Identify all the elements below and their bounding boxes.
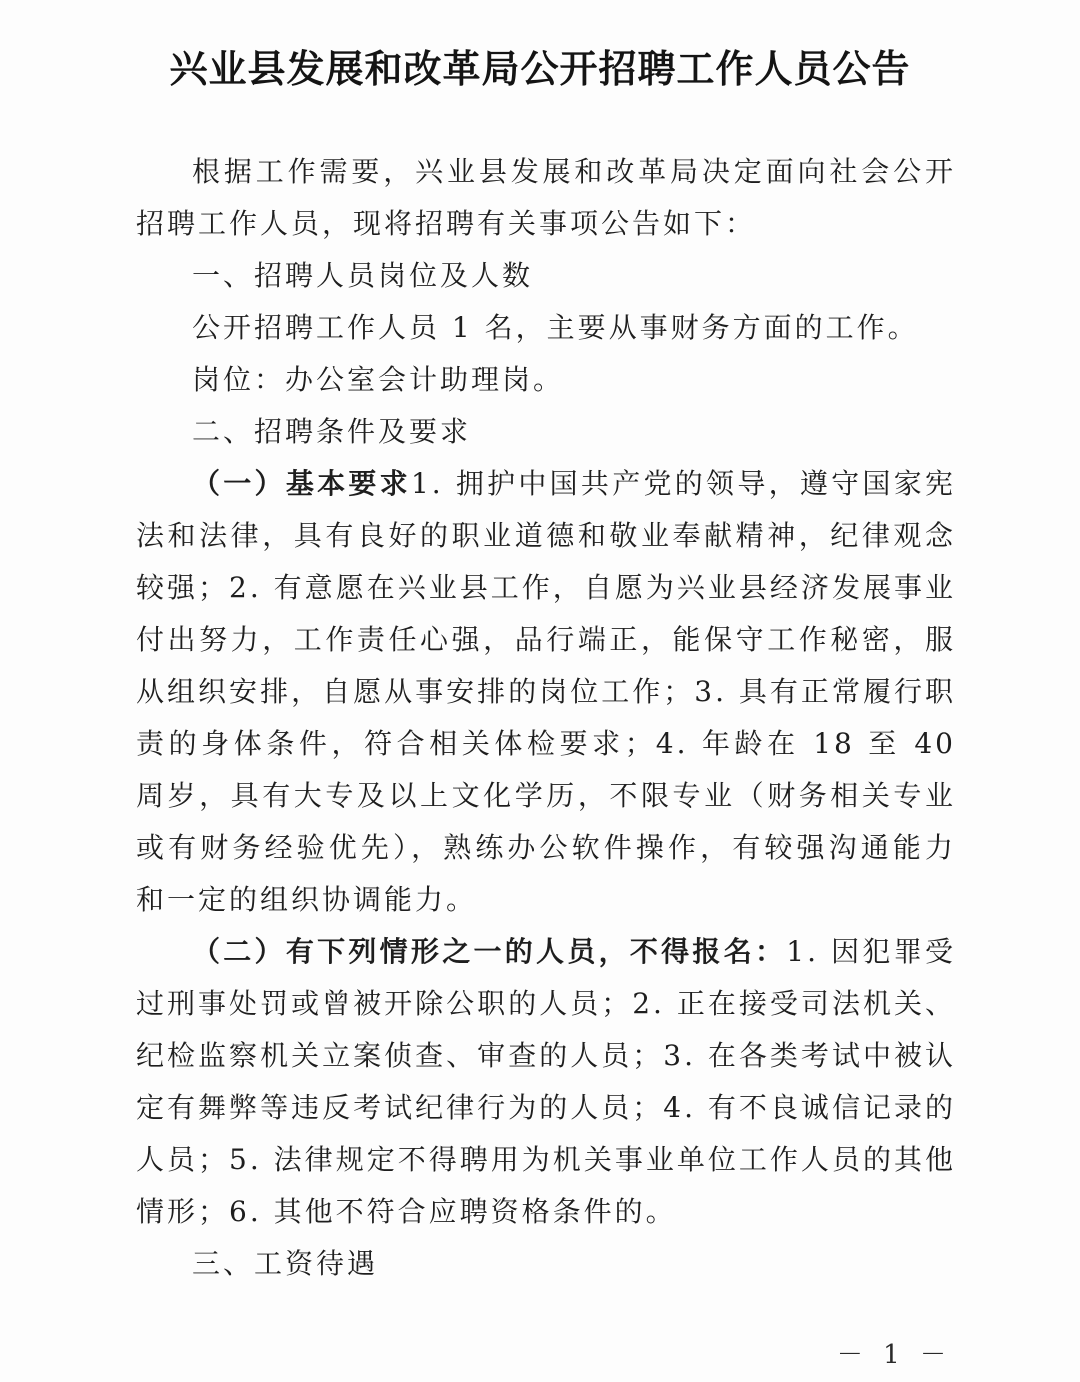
section-3-heading: 三、工资待遇: [192, 1247, 379, 1280]
document-body: [136, 146, 956, 1290]
section-1-line-2: 岗位：办公室会计助理岗。: [192, 363, 565, 396]
section-2-sub-2-text: 1. 因犯罪受过刑事处罚或曾被开除公职的人员；2. 正在接受司法机关、纪检监察机关立案侦查、审查的人员；3. 在各类考试中被认定有舞弊等违反考试纪律行为的人员；4. 有不良诚信记录的人员；5. 法律规定不得聘用为机关事业单位工作人员的其他情形；6. 其他不符合应聘资格条件的。: [136, 935, 956, 1228]
section-2-heading: 二、招聘条件及要求: [192, 415, 472, 448]
section-2-sub-2: [136, 926, 956, 1238]
intro-paragraph: 根据工作需要，兴业县发展和改革局决定面向社会公开招聘工作人员，现将招聘有关事项公告如下：: [136, 155, 956, 240]
section-2-sub-1: [136, 458, 956, 926]
section-1-line-1: 公开招聘工作人员 1 名，主要从事财务方面的工作。: [192, 311, 919, 344]
section-2-sub-1-label: （一）基本要求: [192, 467, 411, 500]
section-2-sub-2-label: （二）有下列情形之一的人员，不得报名：: [192, 935, 787, 968]
section-2-sub-1-text: 1. 拥护中国共产党的领导，遵守国家宪法和法律，具有良好的职业道德和敬业奉献精神，纪律观念较强；2. 有意愿在兴业县工作，自愿为兴业县经济发展事业付出努力，工作责任心强，品行端正，能保守工作秘密，服从组织安排，自愿从事安排的岗位工作；3. 具有正常履行职责的身体条件，符合相关体检要求；4. 年龄在 18 至 40 周岁，具有大专及以上文化学历，不限专业（财务相关专业或有财务经验优先），熟练办公软件操作，有较强沟通能力和一定的组织协调能力。: [136, 467, 956, 916]
document-title: 兴业县发展和改革局公开招聘工作人员公告: [169, 46, 911, 91]
page-number: － 1 －: [836, 1340, 952, 1370]
section-1-heading: 一、招聘人员岗位及人数: [192, 259, 534, 292]
